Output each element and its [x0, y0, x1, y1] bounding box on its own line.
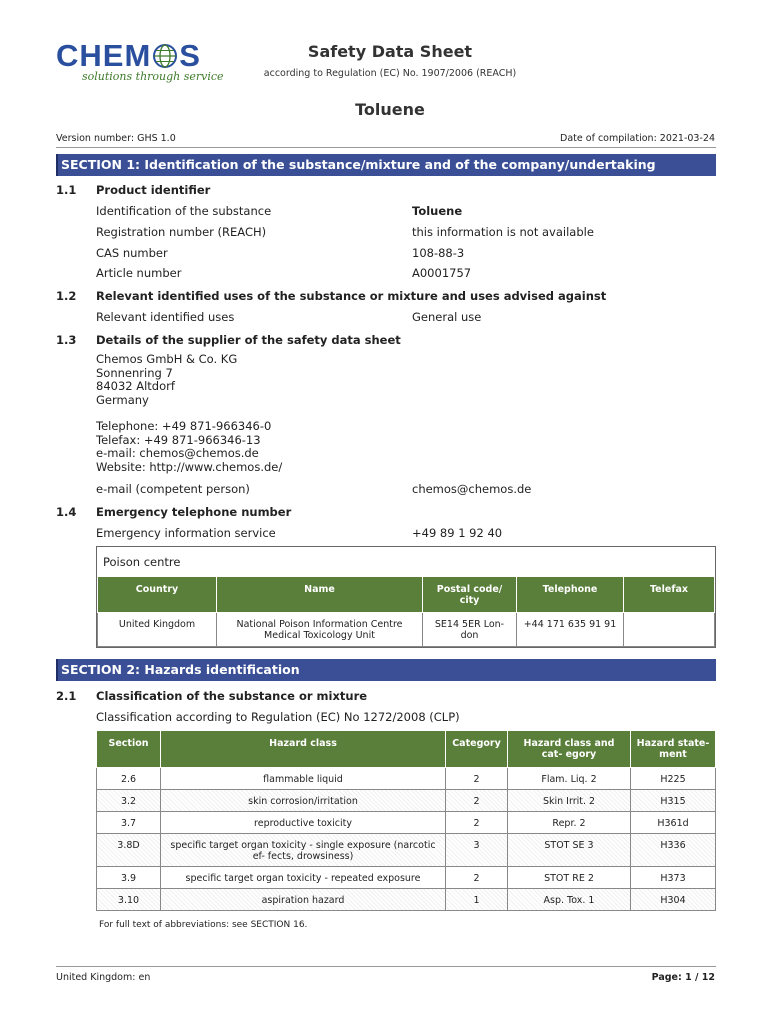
- address-line: Germany: [96, 392, 149, 407]
- table-cell: 2.6: [97, 768, 161, 790]
- table-cell: Repr. 2: [508, 812, 631, 834]
- classification-subheading: Classification according to Regulation (EC) No 1272/2008 (CLP): [96, 710, 460, 724]
- table-cell: specific target organ toxicity - single exposure (narcotic ef- fects, drowsiness): [161, 834, 446, 867]
- table-row: [98, 613, 715, 647]
- table-cell: flammable liquid: [161, 768, 446, 790]
- table-cell: Asp. Tox. 1: [508, 889, 631, 911]
- table-cell: 3.9: [97, 867, 161, 889]
- table-cell: specific target organ toxicity - repeated exposure: [161, 867, 446, 889]
- table-cell: STOT SE 3: [508, 834, 631, 867]
- column-header: Postal code/ city: [423, 577, 517, 613]
- table-cell: Flam. Liq. 2: [508, 768, 631, 790]
- poison-centre-box: [96, 546, 716, 648]
- table-cell: 2: [446, 812, 508, 834]
- competent-person-label: e-mail (competent person): [96, 482, 250, 496]
- emergency-label: Emergency information service: [96, 526, 276, 540]
- column-header: Category: [446, 731, 508, 768]
- table-cell: 2: [446, 867, 508, 889]
- section-2-1-heading: Classification of the substance or mixture: [96, 689, 368, 703]
- product-name: Toluene: [355, 100, 425, 119]
- section-1-2-heading: Relevant identified uses of the substance or mixture and uses advised against: [96, 289, 607, 303]
- table-row: [97, 812, 716, 834]
- table-cell: 3.7: [97, 812, 161, 834]
- table-cell: H336: [631, 834, 716, 867]
- competent-person-email[interactable]: chemos@chemos.de: [412, 482, 532, 496]
- table-cell: 3.8D: [97, 834, 161, 867]
- table-cell: 3.2: [97, 790, 161, 812]
- section-2-title: SECTION 2: Hazards identification: [56, 659, 716, 681]
- logo-text-left: CHEM: [56, 38, 152, 73]
- table-cell: [624, 613, 715, 647]
- contact-telephone: Telephone: +49 871-966346-0: [96, 419, 272, 433]
- table-cell: STOT RE 2: [508, 867, 631, 889]
- version-number: Version number: GHS 1.0: [56, 133, 176, 144]
- section-1-2-number: 1.2: [56, 289, 77, 303]
- column-header: Telefax: [624, 577, 715, 613]
- footer-locale: United Kingdom: en: [56, 972, 151, 983]
- contact-email[interactable]: e-mail: chemos@chemos.de: [96, 446, 259, 460]
- address-line: Chemos GmbH & Co. KG: [96, 352, 238, 366]
- table-row: [97, 834, 716, 867]
- supplier-contact: [96, 420, 282, 474]
- header-divider: [56, 147, 716, 148]
- article-value: A0001757: [412, 266, 472, 280]
- table-cell: 1: [446, 889, 508, 911]
- table-row: [97, 790, 716, 812]
- section-2-1-number: 2.1: [56, 689, 77, 703]
- section-1-1-number: 1.1: [56, 183, 77, 197]
- footer-divider: [56, 966, 716, 967]
- table-row: [97, 889, 716, 911]
- section-1-title: SECTION 1: Identification of the substance/mixture and of the company/undertaking: [56, 154, 716, 176]
- registration-label: Registration number (REACH): [96, 225, 267, 239]
- supplier-address: [96, 353, 237, 407]
- poison-centre-caption: Poison centre: [103, 555, 181, 569]
- section-1-4-heading: Emergency telephone number: [96, 505, 292, 519]
- section-1-4-number: 1.4: [56, 505, 77, 519]
- document-subtitle: according to Regulation (EC) No. 1907/2006 (REACH): [263, 68, 517, 79]
- table-cell: SE14 5ER Lon- don: [423, 613, 517, 647]
- table-cell: Skin Irrit. 2: [508, 790, 631, 812]
- section-1-3-number: 1.3: [56, 333, 77, 347]
- compilation-date: Date of compilation: 2021-03-24: [560, 133, 715, 144]
- column-header: Name: [217, 577, 423, 613]
- uses-value: General use: [412, 310, 482, 324]
- table-cell: National Poison Information Centre Medical Toxicology Unit: [217, 613, 423, 647]
- table-cell: H315: [631, 790, 716, 812]
- address-line: 84032 Altdorf: [96, 379, 175, 393]
- column-header: Hazard class and cat- egory: [508, 731, 631, 768]
- logo-tagline: solutions through service: [82, 70, 224, 83]
- table-cell: H304: [631, 889, 716, 911]
- document-title: Safety Data Sheet: [307, 42, 473, 61]
- address-line: Sonnenring 7: [96, 365, 173, 380]
- contact-telefax: Telefax: +49 871-966346-13: [96, 432, 261, 447]
- column-header: Hazard class: [161, 731, 446, 768]
- table-cell: 2: [446, 790, 508, 812]
- emergency-number: +49 89 1 92 40: [412, 526, 503, 540]
- table-cell: H361d: [631, 812, 716, 834]
- cas-value: 108-88-3: [412, 246, 465, 260]
- column-header: Country: [98, 577, 217, 613]
- table-cell: 3: [446, 834, 508, 867]
- identification-value: Toluene: [412, 204, 463, 218]
- table-cell: +44 171 635 91 91: [517, 613, 624, 647]
- table-cell: aspiration hazard: [161, 889, 446, 911]
- section-1-3-heading: Details of the supplier of the safety data sheet: [96, 333, 401, 347]
- identification-label: Identification of the substance: [96, 204, 272, 218]
- poison-centre-table: [97, 576, 715, 647]
- uses-label: Relevant identified uses: [96, 310, 235, 324]
- column-header: Section: [97, 731, 161, 768]
- contact-website[interactable]: Website: http://www.chemos.de/: [96, 459, 283, 474]
- table-row: [97, 768, 716, 790]
- hazard-classification-table: [96, 730, 716, 911]
- article-label: Article number: [96, 266, 182, 280]
- globe-icon: [152, 43, 178, 69]
- section-1-1-heading: Product identifier: [96, 183, 211, 197]
- registration-value: this information is not available: [412, 225, 594, 239]
- table-cell: H225: [631, 768, 716, 790]
- page-number: Page: 1 / 12: [651, 972, 715, 983]
- column-header: Hazard state- ment: [631, 731, 716, 768]
- table-cell: reproductive toxicity: [161, 812, 446, 834]
- cas-label: CAS number: [96, 246, 168, 260]
- table-cell: 3.10: [97, 889, 161, 911]
- table-cell: United Kingdom: [98, 613, 217, 647]
- column-header: Telephone: [517, 577, 624, 613]
- table-cell: H373: [631, 867, 716, 889]
- abbreviations-note: For full text of abbreviations: see SECTION 16.: [99, 920, 308, 930]
- table-cell: 2: [446, 768, 508, 790]
- table-row: [97, 867, 716, 889]
- logo-text-right: S: [179, 38, 201, 73]
- table-cell: skin corrosion/irritation: [161, 790, 446, 812]
